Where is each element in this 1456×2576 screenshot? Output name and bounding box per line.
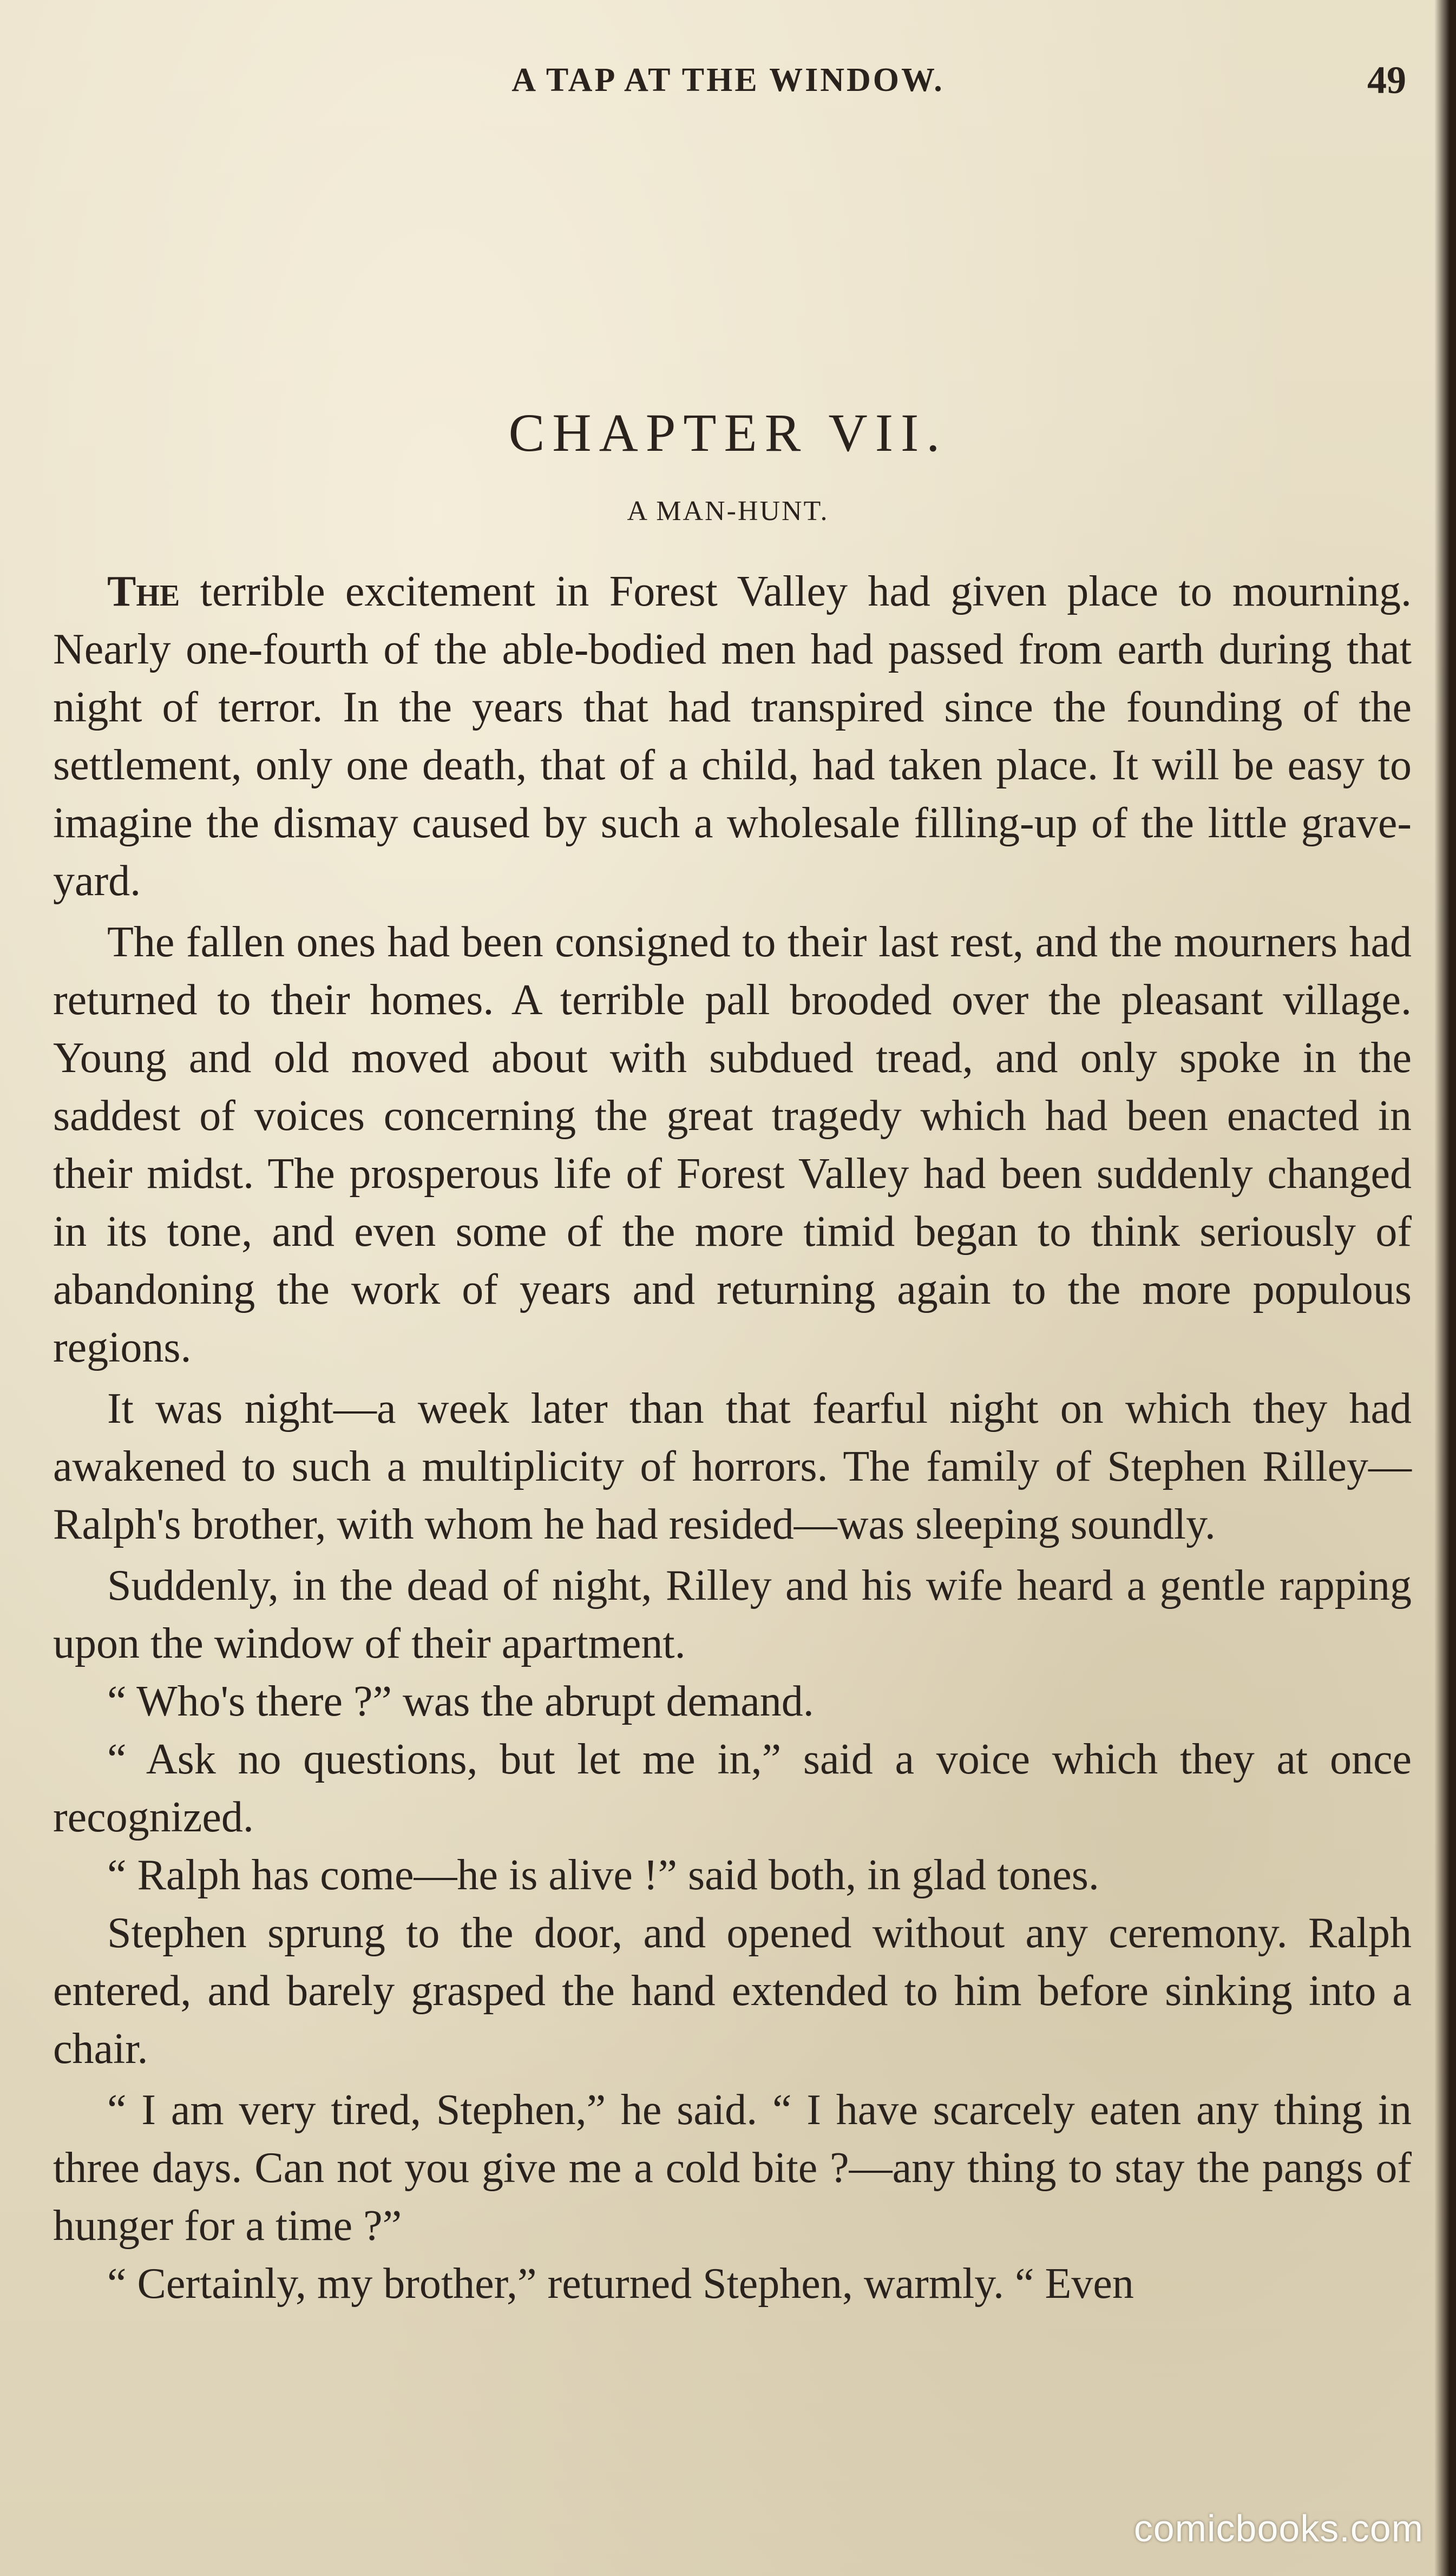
chapter-subtitle: A MAN-HUNT. — [627, 496, 829, 527]
paragraph-7: “ Ralph has come—he is alive !” said both, in glad tones. — [107, 1851, 1099, 1899]
body-text — [53, 563, 1412, 2313]
paragraph-1-text: terrible excitement in Forest Valley had given place to mourning. Nearly one-fourth of the able-bodied men had passed from earth during that night of terror. In the years that had transpired since the founding of the settlement, only one death, that of a child, had taken place. It will be easy to imagine the dismay caused by such a wholesale filling-up of the little grave-yard. — [53, 568, 1412, 905]
opening-word: The — [107, 568, 180, 615]
page-edge-shadow — [1434, 0, 1456, 2576]
chapter-title: CHAPTER VII. — [508, 403, 948, 463]
watermark: comicbooks.com — [1133, 2507, 1424, 2549]
paragraph-9: “ I am very tired, Stephen,” he said. “ I have scarcely eaten any thing in three days. Can not you give me a cold bite ?—any thing to stay the pangs of hunger for a time ?” — [53, 2086, 1412, 2250]
paragraph-1 — [53, 563, 1412, 910]
paragraph-3: It was night—a week later than that fearful night on which they had awakened to such a multiplicity of horrors. The family of Stephen Rilley—Ralph's brother, with whom he had resided—was sleeping soundly. — [53, 1385, 1412, 1548]
paragraph-4: Suddenly, in the dead of night, Rilley and his wife heard a gentle rapping upon the window of their apartment. — [53, 1562, 1412, 1667]
running-head — [0, 48, 1456, 113]
paragraph-2: The fallen ones had been consigned to their last rest, and the mourners had returned to their homes. A terrible pall brooded over the pleasant village. Young and old moved about with subdued tread, and only spoke in the saddest of voices concerning the great tragedy which had been enacted in their midst. The prosperous life of Forest Valley had been suddenly changed in its tone, and even some of the more timid began to think seriously of abandoning the work of years and returning again to the more populous regions. — [53, 918, 1412, 1371]
page-number: 49 — [1367, 58, 1406, 102]
paragraph-10: “ Certainly, my brother,” returned Stephen, warmly. “ Even — [107, 2260, 1134, 2308]
running-title: A TAP AT THE WINDOW. — [511, 62, 945, 98]
paragraph-6: “ Ask no questions, but let me in,” said a voice which they at once recognized. — [53, 1736, 1412, 1841]
paragraph-8: Stephen sprung to the door, and opened without any ceremony. Ralph entered, and barely grasped the hand extended to him before sinking into a chair. — [53, 1909, 1412, 2073]
paragraph-5: “ Who's there ?” was the abrupt demand. — [107, 1678, 814, 1725]
